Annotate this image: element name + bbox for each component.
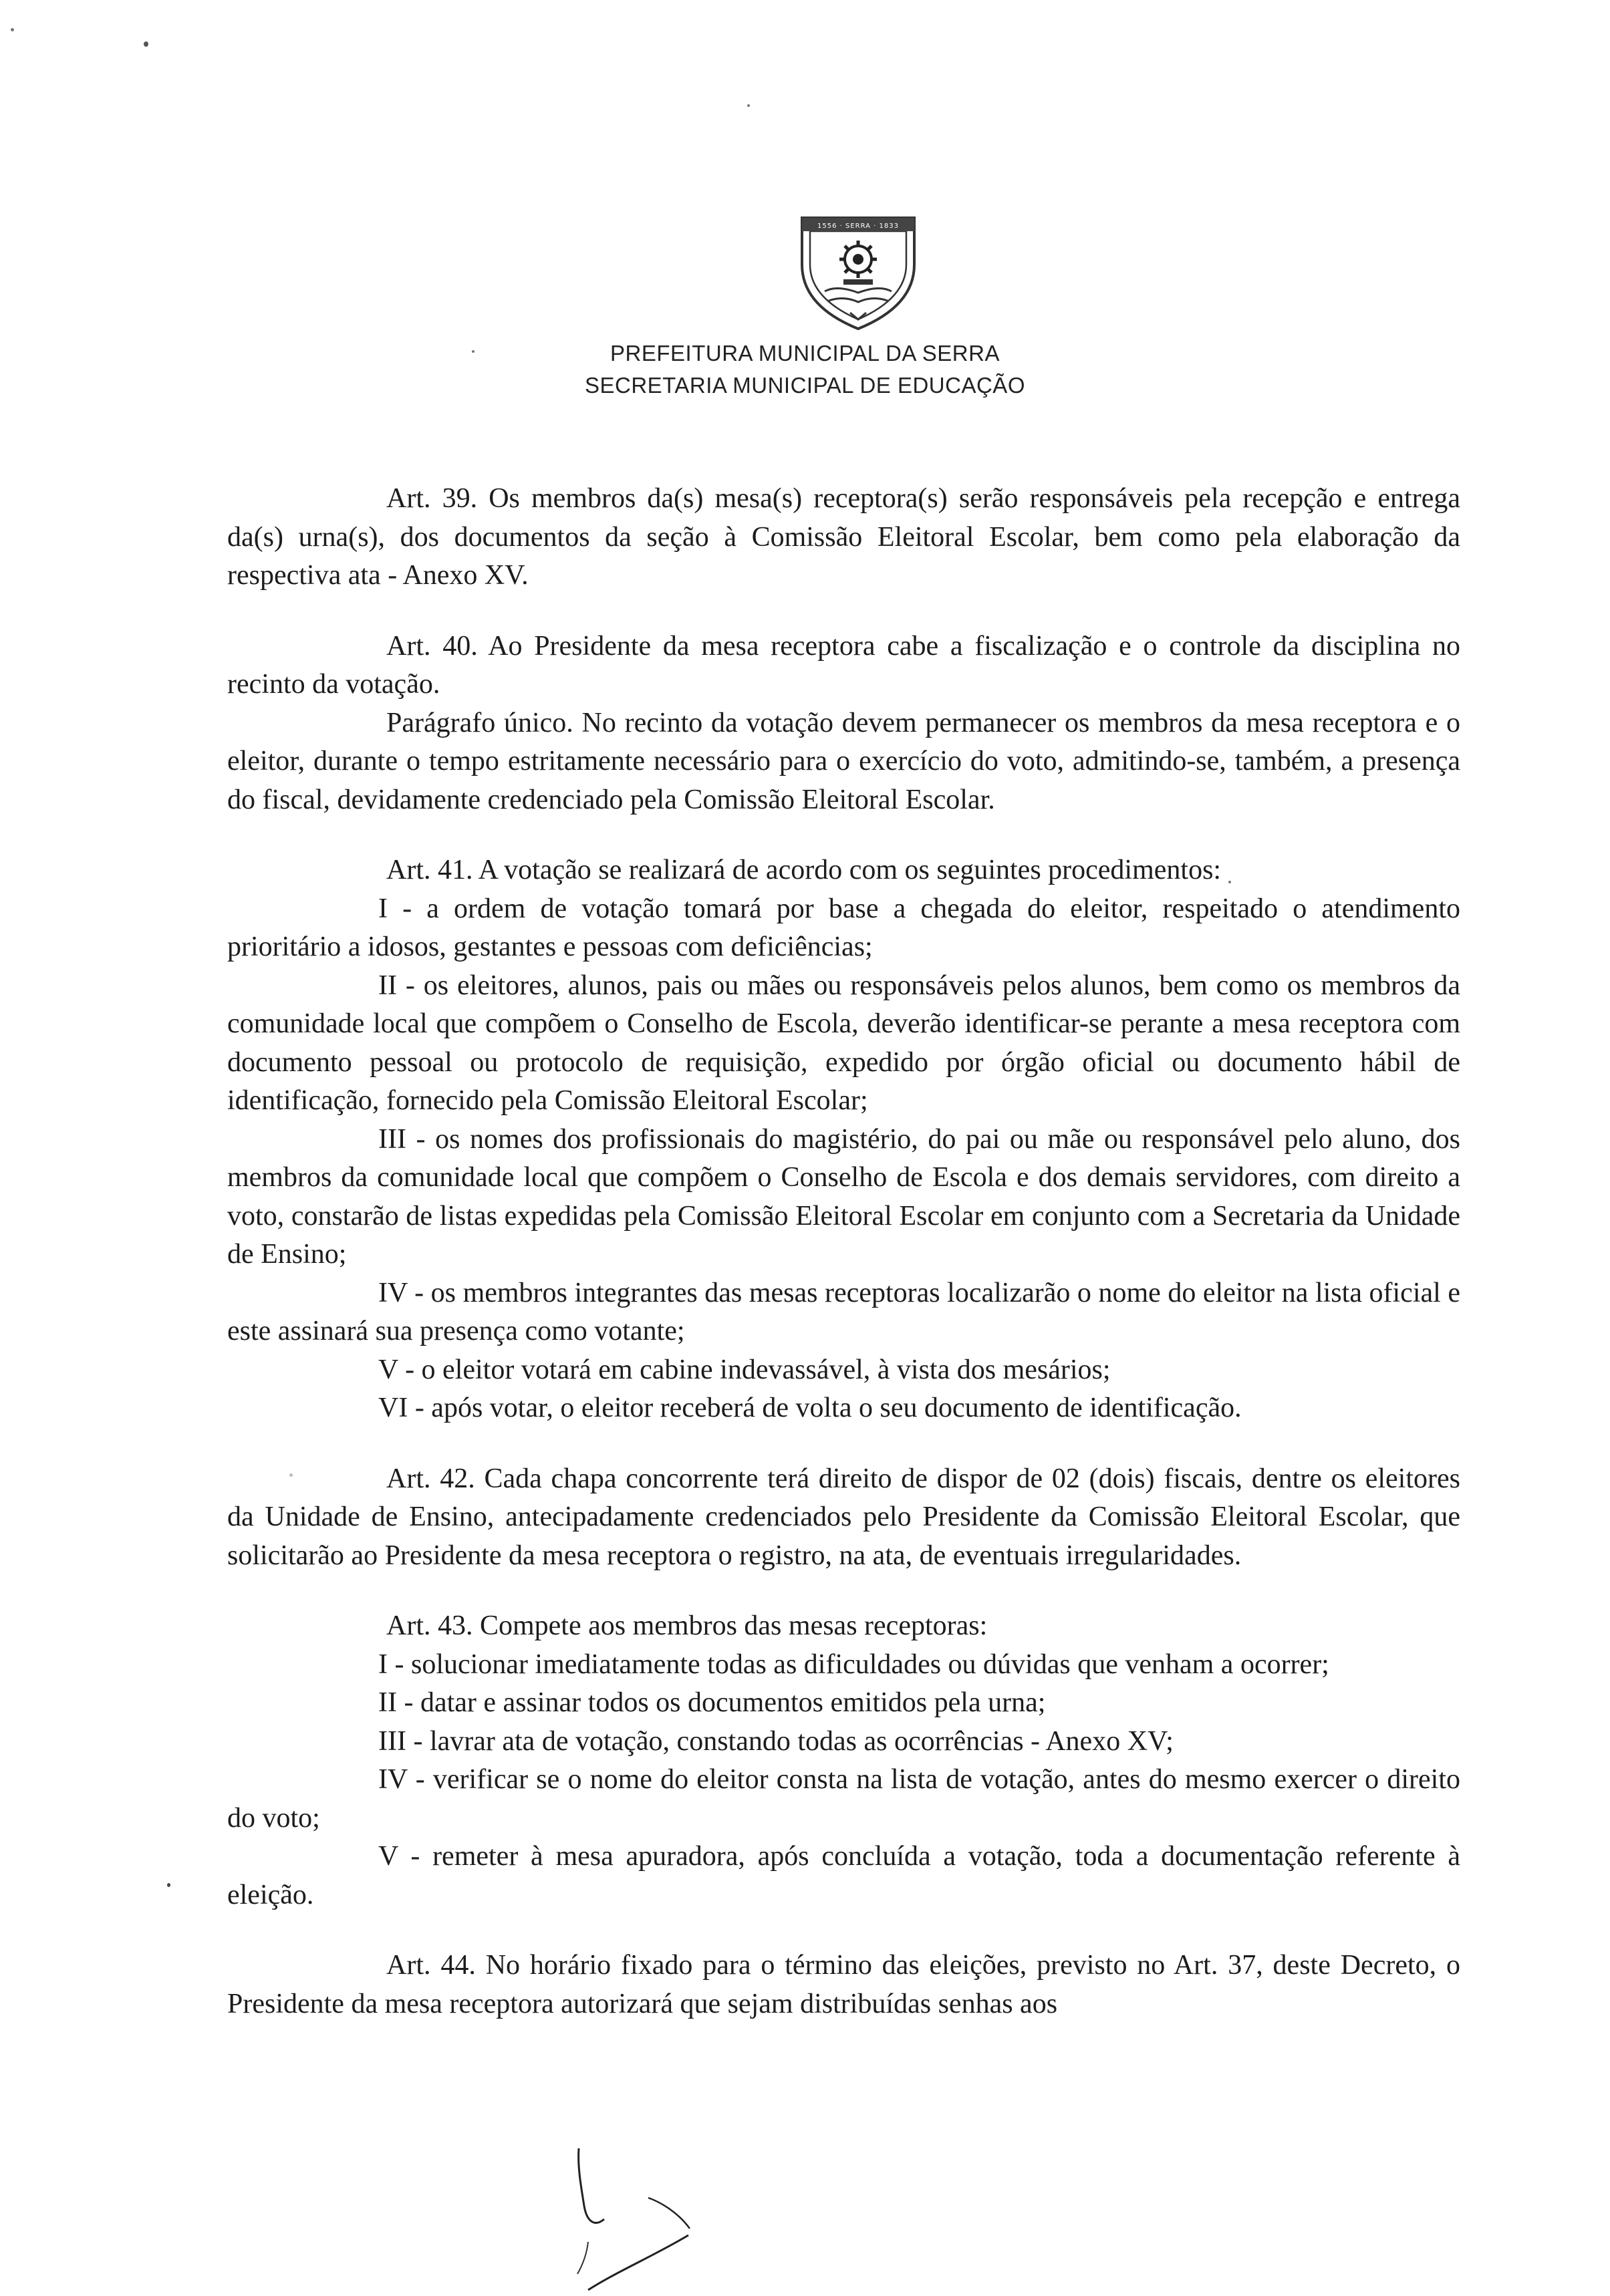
art41-item: II - os eleitores, alunos, pais ou mães ou responsáveis pelos alunos, bem como os membros da comunidade local que compõem o Conselho de Escola, deverão identificar-se perante a mesa receptora com documento pessoal ou protocolo de requisição, expedido por órgão oficial ou documento hábil de identificação, fornecido pela Comissão Eleitoral Escolar;	[227, 970, 1460, 1116]
svg-text:1556 · SERRA · 1833: 1556 · SERRA · 1833	[817, 223, 899, 230]
art41-paragraph: Art. 41. A votação se realizará de acordo com os seguintes procedimentos:	[386, 855, 1222, 885]
art43-paragraph: Art. 43. Compete aos membros das mesas receptoras:	[386, 1610, 988, 1641]
art41-item: III - os nomes dos profissionais do magistério, do pai ou mãe ou responsável pelo aluno, dos membros da comunidade local que compõem o Conselho de Escola e dos demais servidores, com direito a voto, constarão de listas expedidas pela Comissão Eleitoral Escolar em conjunto com a Secretaria da Unidade de Ensino;	[227, 1123, 1460, 1270]
scan-speck	[11, 28, 14, 31]
art43-item: II - datar e assinar todos os documentos emitidos pela urna;	[378, 1687, 1046, 1718]
scan-speck	[167, 1883, 170, 1887]
header-secretariat: SECRETARIA MUNICIPAL DE EDUCAÇÃO	[584, 373, 1025, 398]
art41-item: V - o eleitor votará em cabine indevassável, à vista dos mesários;	[378, 1354, 1111, 1385]
art41-item: I - a ordem de votação tomará por base a chegada do eleitor, respeitado o atendimento prioritário a idosos, gestantes e pessoas com deficiências;	[227, 893, 1460, 962]
art44-paragraph: Art. 44. No horário fixado para o término das eleições, previsto no Art. 37, deste Decreto, o Presidente da mesa receptora autorizará que sejam distribuídas senhas aos	[227, 1950, 1460, 2019]
art43-item: III - lavrar ata de votação, constando todas as ocorrências - Anexo XV;	[378, 1725, 1174, 1757]
document-body	[227, 480, 1460, 2023]
handwritten-initials-icon	[548, 2142, 896, 2296]
scan-speck	[144, 41, 148, 47]
municipal-crest-icon	[797, 212, 920, 333]
scan-speck	[747, 104, 750, 107]
art43-item: V - remeter à mesa apuradora, após concluída a votação, toda a documentação referente à eleição.	[227, 1841, 1460, 1910]
art43-item: IV - verificar se o nome do eleitor consta na lista de votação, antes do mesmo exercer o direito do voto;	[227, 1764, 1460, 1834]
art40-sole-paragraph: Parágrafo único. No recinto da votação devem permanecer os membros da mesa receptora e o eleitor, durante o tempo estritamente necessário para o exercício do voto, admitindo-se, também, a presença do fiscal, devidamente credenciado pela Comissão Eleitoral Escolar.	[227, 707, 1460, 815]
art40-paragraph: Art. 40. Ao Presidente da mesa receptora cabe a fiscalização e o controle da disciplina no recinto da votação.	[227, 630, 1460, 700]
art42-paragraph: Art. 42. Cada chapa concorrente terá direito de dispor de 02 (dois) fiscais, dentre os eleitores da Unidade de Ensino, antecipadamente credenciados pelo Presidente da Comissão Eleitoral Escolar, que solicitarão ao Presidente da mesa receptora o registro, na ata, de eventuais irregularidades.	[227, 1463, 1460, 1571]
art43-item: I - solucionar imediatamente todas as dificuldades ou dúvidas que venham a ocorrer;	[378, 1648, 1329, 1680]
header-municipality: PREFEITURA MUNICIPAL DA SERRA	[610, 341, 1000, 366]
art41-item: IV - os membros integrantes das mesas receptoras localizarão o nome do eleitor na lista oficial e este assinará sua presença como votante;	[227, 1277, 1460, 1346]
art39-paragraph: Art. 39. Os membros da(s) mesa(s) receptora(s) serão responsáveis pela recepção e entrega da(s) urna(s), dos documentos da seção à Comissão Eleitoral Escolar, bem como pela elaboração da respectiva ata - Anexo XV.	[227, 483, 1460, 591]
art41-item: VI - após votar, o eleitor receberá de volta o seu documento de identificação.	[378, 1393, 1242, 1423]
